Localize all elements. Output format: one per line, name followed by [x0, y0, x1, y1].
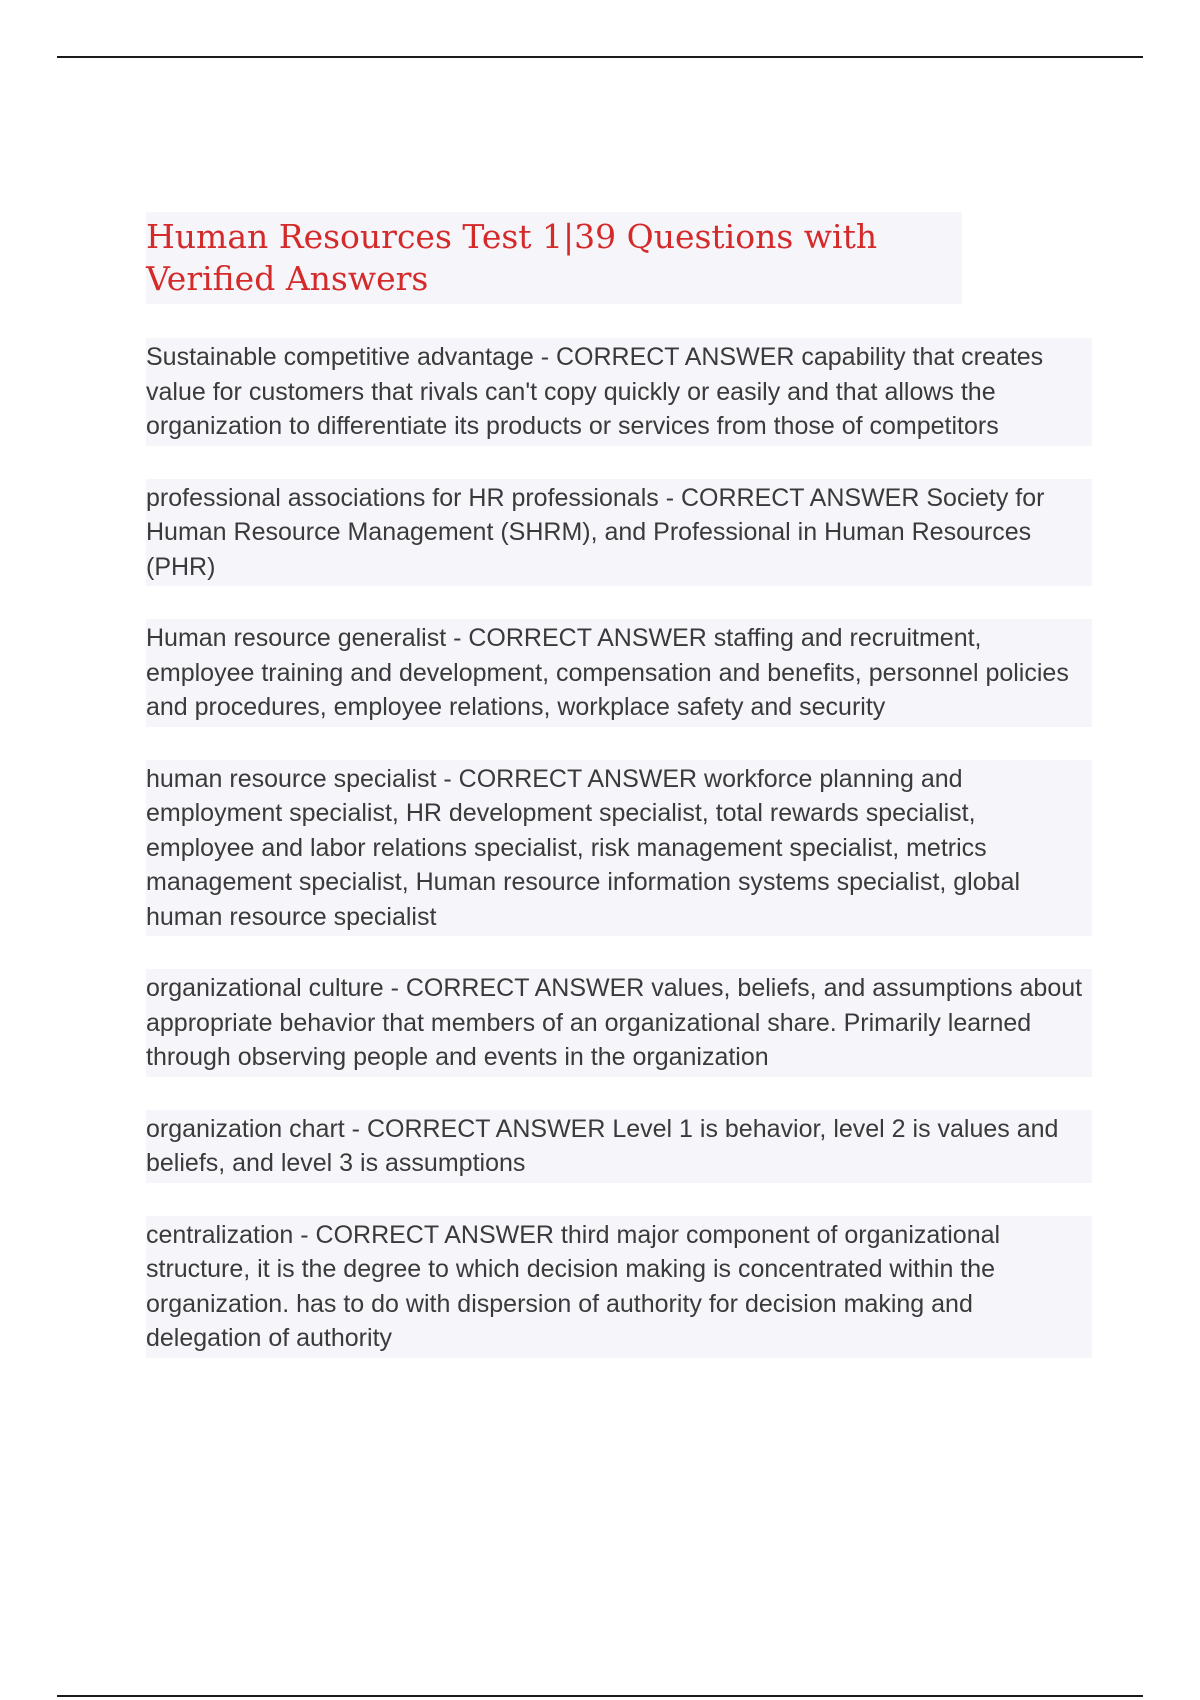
- qa-item: centralization - CORRECT ANSWER third major component of organizational structure, it is the degree to which decision making is concentrated within the organization. has to do with dispersion of authority for decision making and delegation of authority: [146, 1216, 1092, 1358]
- header-rule: [57, 56, 1143, 58]
- document-title: Human Resources Test 1|39 Questions with Verified Answers: [146, 212, 962, 304]
- footer-rule: [57, 1695, 1143, 1697]
- qa-item: professional associations for HR professionals - CORRECT ANSWER Society for Human Resource Management (SHRM), and Professional in Human Resources (PHR): [146, 479, 1092, 587]
- qa-item: organizational culture - CORRECT ANSWER values, beliefs, and assumptions about appropriate behavior that members of an organizational share. Primarily learned through observing people and events in the organization: [146, 969, 1092, 1077]
- qa-item: Human resource generalist - CORRECT ANSWER staffing and recruitment, employee training and development, compensation and benefits, personnel policies and procedures, employee relations, workplace safety and security: [146, 619, 1092, 727]
- document-body: [146, 212, 1092, 1391]
- qa-item: organization chart - CORRECT ANSWER Level 1 is behavior, level 2 is values and beliefs, and level 3 is assumptions: [146, 1110, 1092, 1183]
- qa-item: Sustainable competitive advantage - CORRECT ANSWER capability that creates value for customers that rivals can't copy quickly or easily and that allows the organization to differentiate its products or services from those of competitors: [146, 338, 1092, 446]
- qa-item: human resource specialist - CORRECT ANSWER workforce planning and employment specialist, HR development specialist, total rewards specialist, employee and labor relations specialist, risk management specialist, metrics management specialist, Human resource information systems specialist, global human resource specialist: [146, 760, 1092, 937]
- qa-list: [146, 338, 1092, 1358]
